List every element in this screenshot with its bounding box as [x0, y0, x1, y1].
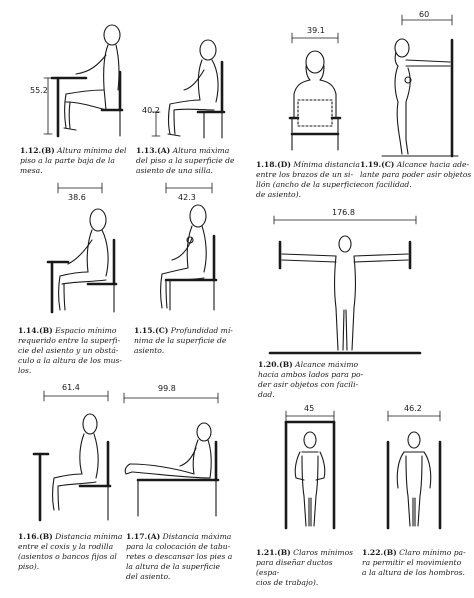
figure-1-21-drawing [280, 400, 342, 530]
figure-1-20-caption [258, 360, 408, 400]
figure-1-16-number: 1.16.(B) [18, 532, 53, 541]
caption-line: llón (ancho de la superficie [256, 180, 361, 189]
figure-1-17 [118, 384, 226, 528]
figure-1-16-dimension-label: 61.4 [62, 383, 80, 392]
caption-line: cie del asiento y un obstá- [18, 346, 119, 355]
figure-1-14-dimension-label: 38.6 [68, 193, 86, 202]
figure-1-18-dimension-label: 39.1 [307, 26, 325, 35]
figure-1-18-drawing [280, 22, 350, 154]
figure-1-12-dimension-label: 55.2 [30, 86, 48, 95]
caption-line: piso). [18, 562, 40, 571]
caption-line: dad. [258, 390, 275, 399]
figure-1-12-caption [20, 146, 140, 176]
caption-line: Profundidad mí- [170, 326, 233, 335]
caption-line: entre los brazos de un si- [256, 170, 354, 179]
caption-line: a la altura de los hombros. [362, 568, 465, 577]
caption-line: ra permitir el movimiento [362, 558, 462, 567]
figure-1-19-caption [360, 160, 472, 190]
caption-line: de asiento). [256, 190, 302, 199]
figure-1-15 [140, 180, 250, 320]
figure-1-13-caption [136, 146, 256, 176]
caption-line: asiento de una silla. [136, 166, 213, 175]
caption-line: culo a la altura de los mus- [18, 356, 122, 365]
caption-line: requerido entre la superfi- [18, 336, 121, 345]
figure-1-17-caption [126, 532, 244, 582]
caption-line: der asir objetos con facili- [258, 380, 359, 389]
figure-1-22-dimension-label: 46.2 [404, 404, 422, 413]
figure-1-20-dimension-label: 176.8 [332, 208, 355, 217]
caption-line: Altura mínima del [57, 146, 127, 155]
caption-line: asiento. [134, 346, 165, 355]
figure-1-13-dimension-label: 40.2 [142, 106, 160, 115]
caption-line: del piso a la superficie de [136, 156, 235, 165]
figure-1-19 [372, 10, 468, 160]
caption-line: Altura máxima [172, 146, 230, 155]
figure-1-20 [270, 208, 420, 356]
figure-1-18 [280, 22, 350, 154]
caption-line: los. [18, 366, 32, 375]
figure-1-12-number: 1.12.(B) [20, 146, 55, 155]
caption-line: la altura de la superficie [126, 562, 220, 571]
figure-1-13-number: 1.13.(A) [136, 146, 171, 155]
caption-line: del asiento. [126, 572, 171, 581]
figure-1-21-number: 1.21.(B) [256, 548, 291, 557]
figure-1-19-number: 1.19.(C) [360, 160, 395, 169]
caption-line: retes o descansar los pies a [126, 552, 233, 561]
figure-1-22-number: 1.22.(B) [362, 548, 397, 557]
figure-1-22 [380, 400, 450, 530]
caption-line: nima de la superficie de [134, 336, 227, 345]
figure-1-19-dimension-label: 60 [419, 10, 430, 19]
figure-1-16-drawing [18, 390, 128, 530]
figure-1-21-dimension-label: 45 [304, 404, 315, 413]
figure-1-20-drawing [270, 216, 420, 356]
figure-1-12 [20, 10, 120, 140]
caption-line: (asientos o bancos fijos al [18, 552, 117, 561]
figure-1-17-number: 1.17.(A) [126, 532, 161, 541]
figure-1-21 [280, 400, 342, 530]
figure-1-14 [18, 180, 128, 320]
figure-1-13 [142, 10, 252, 140]
figure-1-15-caption [134, 326, 256, 356]
figure-1-22-drawing [380, 400, 450, 530]
figure-1-16-caption [18, 532, 138, 572]
caption-line: Distancia mínima [55, 532, 123, 541]
figure-1-17-drawing [118, 392, 226, 528]
figure-1-20-number: 1.20.(B) [258, 360, 293, 369]
figure-1-18-number: 1.18.(D) [256, 160, 291, 169]
figure-1-13-drawing [142, 10, 252, 140]
figure-1-18-caption [256, 160, 366, 200]
caption-line: lante para poder asir objetos [360, 170, 472, 179]
figure-1-22-caption [362, 548, 472, 578]
figure-1-14-number: 1.14.(B) [18, 326, 53, 335]
caption-line: Alcance máximo [295, 360, 359, 369]
figure-1-19-drawing [372, 10, 468, 160]
figure-1-15-number: 1.15.(C) [134, 326, 169, 335]
caption-line: entre el coxis y la rodilla [18, 542, 114, 551]
caption-line: con facilidad. [360, 180, 412, 189]
figure-1-12-drawing [20, 10, 120, 140]
caption-line: Claro mínimo pa- [399, 548, 466, 557]
caption-line: para la colocación de tabu- [126, 542, 231, 551]
caption-line: Distancia máxima [162, 532, 232, 541]
caption-line: hacia ambos lados para po- [258, 370, 364, 379]
figure-1-14-caption [18, 326, 136, 376]
caption-line: piso a la parte baja de la [20, 156, 115, 165]
caption-line: Claros mínimos [293, 548, 354, 557]
caption-line: mesa. [20, 166, 43, 175]
caption-line: Espacio mínimo [55, 326, 117, 335]
figure-1-21-caption [256, 548, 356, 588]
caption-line: para diseñar ductos (espa- [256, 558, 333, 577]
figure-1-15-dimension-label: 42.3 [178, 193, 196, 202]
caption-line: Alcance hacia ade- [396, 160, 470, 169]
caption-line: cios de trabajo). [256, 578, 319, 587]
caption-line: Mínima distancia [293, 160, 360, 169]
figure-1-16 [18, 383, 128, 530]
figure-1-17-dimension-label: 99.8 [158, 384, 176, 393]
